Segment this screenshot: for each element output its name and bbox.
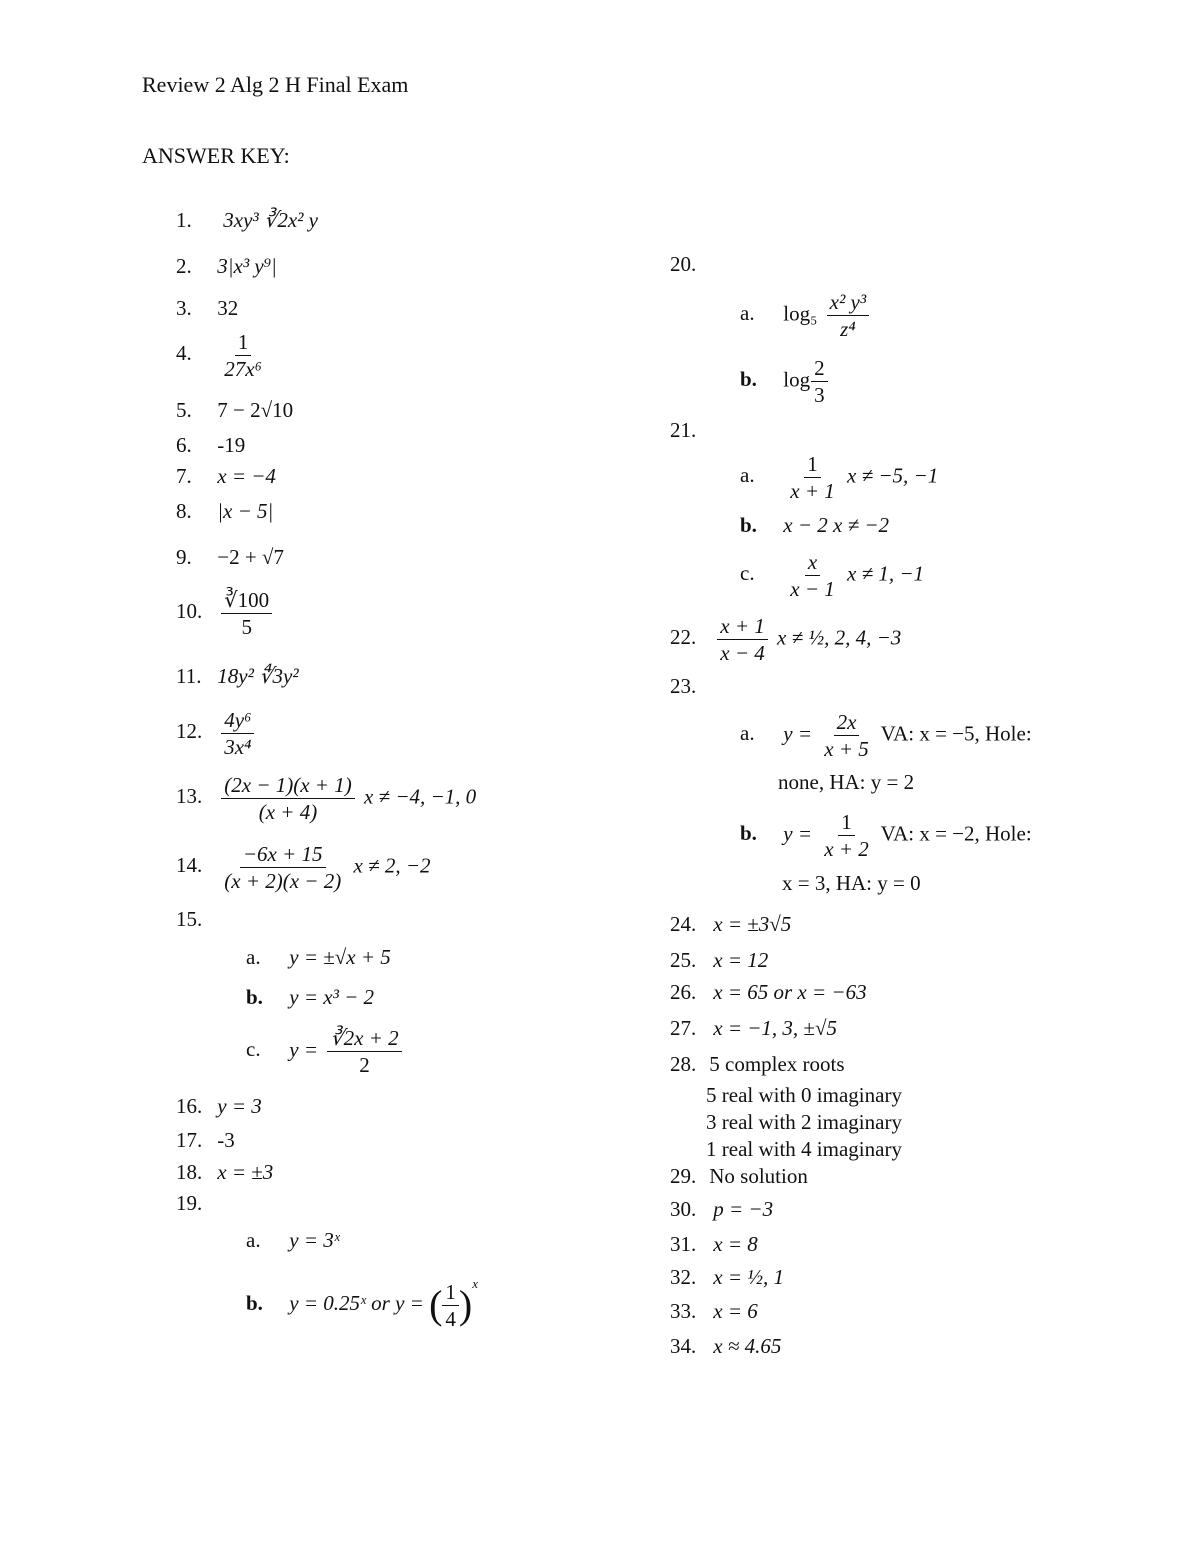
answer-14 <box>176 842 431 893</box>
answer-text: x = 12 <box>713 948 769 972</box>
answer-number: 5. <box>176 398 192 422</box>
answer-33 <box>670 1299 758 1323</box>
answer-number: 7. <box>176 464 192 488</box>
answer-number: 8. <box>176 499 192 523</box>
answer-28-line3: 1 real with 4 imaginary <box>706 1137 902 1161</box>
answer-text: |x − 5| <box>217 499 274 523</box>
answer-text: y = 3 <box>217 1094 262 1118</box>
answer-26 <box>670 980 867 1004</box>
answer-number: 13. <box>176 784 203 809</box>
answer-17 <box>176 1128 235 1152</box>
denominator: (x + 4) <box>258 800 318 824</box>
answer-4 <box>176 330 269 381</box>
numerator: 2x <box>834 710 860 736</box>
prefix: y = 0.25ˣ or y = <box>289 1291 424 1315</box>
answer-number: 24. <box>670 912 697 936</box>
fraction <box>327 1026 401 1077</box>
part-label: c. <box>740 561 755 586</box>
answer-number: 11. <box>176 664 202 688</box>
prefix: log₅ <box>783 301 818 326</box>
prefix: log <box>783 367 811 392</box>
answer-number: 23. <box>670 674 697 698</box>
answer-1 <box>176 208 318 232</box>
fraction <box>221 330 265 381</box>
answer-text: x = 8 <box>713 1232 758 1256</box>
answer-23b <box>740 810 1032 861</box>
document-title: Review 2 Alg 2 H Final Exam <box>142 72 409 97</box>
answer-text: x = −1, 3, ±√5 <box>713 1016 837 1040</box>
right-paren: ) <box>458 1282 473 1328</box>
answer-number: 1. <box>176 208 192 232</box>
fraction <box>442 1280 459 1331</box>
answer-text: x = ±3√5 <box>713 912 792 936</box>
numerator: 2 <box>811 356 828 382</box>
denominator: 4 <box>445 1306 456 1331</box>
answer-text: x − 2 x ≠ −2 <box>783 513 890 537</box>
answer-19b <box>246 1272 478 1331</box>
answer-15b <box>246 985 374 1009</box>
answer-number: 9. <box>176 545 192 569</box>
part-label: b. <box>246 1291 263 1315</box>
answer-text: x = −4 <box>217 464 276 488</box>
part-label: b. <box>246 985 263 1009</box>
answer-15a <box>246 945 391 969</box>
numerator: (2x − 1)(x + 1) <box>221 773 354 799</box>
answer-2 <box>176 254 277 278</box>
answer-text: 3xy³ ∛2x² y <box>223 208 319 232</box>
answer-number: 6. <box>176 433 192 457</box>
answer-text: x ≈ 4.65 <box>713 1334 782 1358</box>
asymptote-info: x = 3, HA: y = 0 <box>782 871 921 895</box>
answer-number: 28. <box>670 1052 697 1076</box>
answer-12 <box>176 708 258 759</box>
answer-8 <box>176 499 273 523</box>
answer-31 <box>670 1232 758 1256</box>
answer-text: 32 <box>217 296 239 320</box>
numerator: 1 <box>442 1280 459 1306</box>
fraction <box>811 356 828 407</box>
fraction <box>821 710 872 761</box>
answer-number: 2. <box>176 254 192 278</box>
answer-19 <box>176 1191 212 1215</box>
answer-text: y = 3ˣ <box>289 1228 340 1252</box>
fraction <box>787 550 838 601</box>
asymptote-info: none, HA: y = 2 <box>778 770 915 794</box>
answer-13 <box>176 773 476 824</box>
numerator: 1 <box>838 810 855 836</box>
answer-number: 21. <box>670 418 697 442</box>
answer-text: y = ±√x + 5 <box>289 945 391 969</box>
answer-23b-line2 <box>782 871 921 895</box>
answer-34 <box>670 1334 781 1358</box>
restriction: x ≠ −5, −1 <box>847 463 939 488</box>
numerator: 4y⁶ <box>221 708 254 734</box>
fraction <box>221 842 344 893</box>
answer-number: 34. <box>670 1334 697 1358</box>
denominator: x + 1 <box>790 479 835 503</box>
answer-number: 15. <box>176 907 203 931</box>
answer-text: No solution <box>709 1164 808 1188</box>
answer-number: 26. <box>670 980 697 1004</box>
answer-22 <box>670 614 901 665</box>
denominator: z⁴ <box>840 317 856 341</box>
answer-number: 10. <box>176 599 203 624</box>
denominator: 3x⁴ <box>224 735 252 759</box>
restriction: x ≠ 2, −2 <box>353 853 431 878</box>
denominator: 3 <box>814 383 825 407</box>
answer-9 <box>176 545 284 569</box>
answer-number: 4. <box>176 341 192 366</box>
answer-20b <box>740 356 832 407</box>
answer-16 <box>176 1094 262 1118</box>
answer-text: x = 6 <box>713 1299 758 1323</box>
answer-20a <box>740 290 873 341</box>
answer-text: y = x³ − 2 <box>289 985 375 1009</box>
answer-number: 19. <box>176 1191 203 1215</box>
answer-28 <box>670 1052 845 1076</box>
part-label: a. <box>740 721 755 746</box>
answer-number: 16. <box>176 1094 203 1118</box>
answer-number: 27. <box>670 1016 697 1040</box>
answer-21c <box>740 550 924 601</box>
part-label: b. <box>740 513 757 537</box>
answer-5 <box>176 398 293 422</box>
fraction <box>221 773 354 824</box>
answer-27 <box>670 1016 837 1040</box>
denominator: 5 <box>241 615 252 639</box>
answer-number: 32. <box>670 1265 697 1289</box>
answer-text: 5 complex roots <box>709 1052 845 1076</box>
denominator: x + 2 <box>824 837 869 861</box>
denominator: 27x⁶ <box>224 357 262 381</box>
denominator: 2 <box>359 1053 370 1077</box>
numerator: x² y³ <box>827 290 869 316</box>
answer-number: 25. <box>670 948 697 972</box>
numerator: 1 <box>235 330 252 356</box>
answer-key-label: ANSWER KEY: <box>142 143 290 168</box>
fraction <box>787 452 838 503</box>
numerator: −6x + 15 <box>240 842 326 868</box>
part-label: a. <box>740 301 755 326</box>
answer-21b <box>740 513 889 537</box>
restriction: x ≠ 1, −1 <box>847 561 925 586</box>
numerator: x + 1 <box>717 614 768 640</box>
answer-number: 30. <box>670 1197 697 1221</box>
answer-23 <box>670 674 708 698</box>
answer-7 <box>176 464 276 488</box>
prefix: y = <box>783 721 812 746</box>
part-label: a. <box>246 1228 261 1252</box>
answer-11 <box>176 664 299 688</box>
answer-number: 20. <box>670 252 697 276</box>
answer-19a <box>246 1228 340 1252</box>
answer-text: −2 + √7 <box>217 545 284 569</box>
part-label: c. <box>246 1037 261 1062</box>
prefix: y = <box>289 1037 318 1062</box>
answer-21 <box>670 418 708 442</box>
answer-18 <box>176 1160 273 1184</box>
answer-20 <box>670 252 708 276</box>
asymptote-info: VA: x = −2, Hole: <box>880 821 1032 846</box>
answer-24 <box>670 912 791 936</box>
fraction <box>221 708 254 759</box>
answer-25 <box>670 948 768 972</box>
part-label: a. <box>246 945 261 969</box>
answer-number: 18. <box>176 1160 203 1184</box>
left-paren: ( <box>429 1282 443 1328</box>
part-label: b. <box>740 821 757 846</box>
denominator: x − 4 <box>720 641 765 665</box>
answer-text: 7 − 2√10 <box>217 398 294 422</box>
denominator: x − 1 <box>790 577 835 601</box>
answer-6 <box>176 433 245 457</box>
answer-30 <box>670 1197 773 1221</box>
answer-28-line2: 3 real with 2 imaginary <box>706 1110 902 1134</box>
answer-3 <box>176 296 238 320</box>
answer-number: 31. <box>670 1232 697 1256</box>
numerator: 1 <box>804 452 821 478</box>
answer-21a <box>740 452 938 503</box>
answer-23a <box>740 710 1032 761</box>
exponent: x <box>472 1276 479 1291</box>
answer-text: 18y² ∜3y² <box>217 664 299 688</box>
numerator: ∛100 <box>221 588 272 614</box>
answer-text: p = −3 <box>713 1197 774 1221</box>
numerator: x <box>805 550 820 576</box>
answer-15c <box>246 1026 406 1077</box>
denominator: (x + 2)(x − 2) <box>224 869 342 893</box>
part-label: b. <box>740 367 757 392</box>
answer-text: x = ±3 <box>217 1160 274 1184</box>
answer-text: 3|x³ y⁹| <box>217 254 277 278</box>
answer-number: 12. <box>176 719 203 744</box>
numerator: ∛2x + 2 <box>327 1026 401 1052</box>
denominator: x + 5 <box>824 737 869 761</box>
answer-text: -3 <box>217 1128 235 1152</box>
answer-number: 33. <box>670 1299 697 1323</box>
answer-number: 22. <box>670 625 697 650</box>
fraction <box>221 588 272 639</box>
answer-number: 29. <box>670 1164 697 1188</box>
answer-number: 3. <box>176 296 192 320</box>
answer-32 <box>670 1265 784 1289</box>
answer-number: 17. <box>176 1128 203 1152</box>
answer-23a-line2 <box>778 770 914 794</box>
answer-28-line1: 5 real with 0 imaginary <box>706 1083 902 1107</box>
answer-text: x = ½, 1 <box>713 1265 784 1289</box>
answer-15 <box>176 907 212 931</box>
restriction: x ≠ ½, 2, 4, −3 <box>777 625 902 650</box>
answer-text: x = 65 or x = −63 <box>713 980 867 1004</box>
prefix: y = <box>783 821 812 846</box>
part-label: a. <box>740 463 755 488</box>
answer-number: 14. <box>176 853 203 878</box>
fraction <box>827 290 869 341</box>
answer-text: -19 <box>217 433 246 457</box>
restriction: x ≠ −4, −1, 0 <box>363 784 477 809</box>
answer-10 <box>176 588 276 639</box>
answer-29 <box>670 1164 808 1188</box>
fraction <box>821 810 872 861</box>
asymptote-info: VA: x = −5, Hole: <box>880 721 1032 746</box>
fraction <box>717 614 768 665</box>
